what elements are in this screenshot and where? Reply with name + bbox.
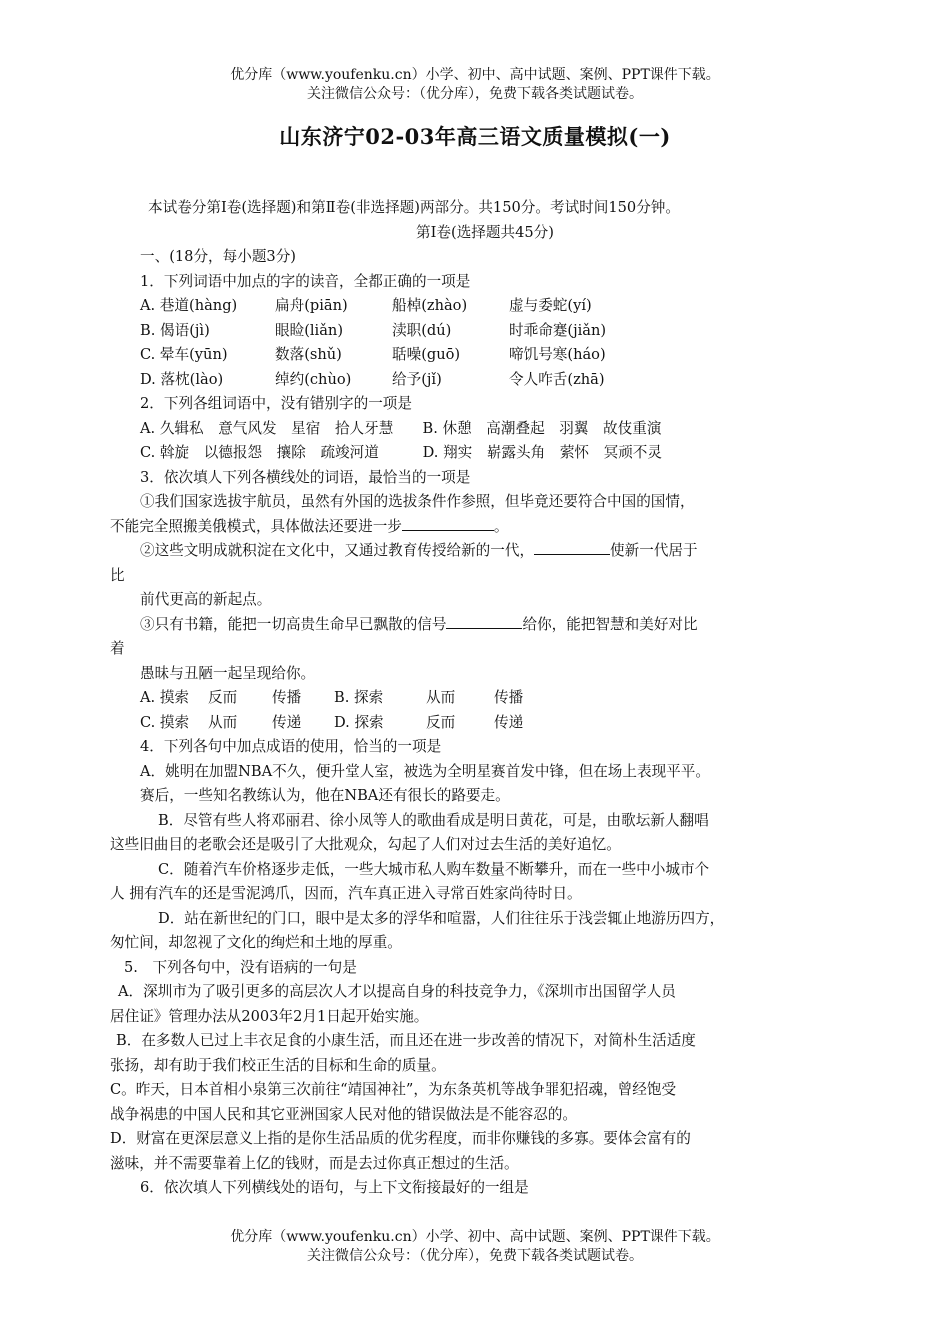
- q1-option-cell: 聒噪(guō): [392, 346, 461, 363]
- q3-option-cell: C. 摸索: [140, 713, 190, 731]
- q5-option-b: B．在多数人已过上丰衣足食的小康生活，而且还在进一步改善的情况下，对简朴生活适度: [116, 1032, 696, 1049]
- q1-option-cell: 虚与委蛇(yí): [509, 297, 592, 314]
- part-heading: 第Ⅰ卷(选择题共45分): [416, 223, 554, 241]
- page-footer: [0, 1228, 950, 1266]
- q3-sentence-3-wrap: 着: [110, 640, 125, 657]
- page-header: [0, 66, 950, 104]
- q3-option-cell: 传播: [272, 689, 302, 706]
- q5-option-a: A．深圳市为了吸引更多的高层次人才以提高自身的科技竞争力，《深圳市出国留学人员: [118, 983, 676, 1000]
- q3-sentence-text: ③只有书籍，能把一切高贵生命早已飘散的信号: [140, 615, 447, 633]
- q1-option-cell: 船棹(zhào): [392, 297, 468, 314]
- q5-stem: 5. 下列各句中，没有语病的一句是: [124, 958, 357, 976]
- q3-sentence-text: 使新一代居于: [610, 542, 698, 559]
- q3-option-cell: B. 探索: [334, 689, 384, 706]
- q5-option-a-cont: 居住证》管理办法从2003年2月1日起开始实施。: [110, 1007, 429, 1025]
- q1-option-cell: 啼饥号寒(háo): [509, 346, 606, 363]
- exam-body: [110, 196, 830, 1201]
- q1-option-cell: B. 偈语(jì): [140, 321, 210, 339]
- q3-option-cell: 传播: [494, 689, 524, 706]
- q6-stem: 6．依次填人下列横线处的语句，与上下文衔接最好的一组是: [140, 1179, 529, 1196]
- intro-text: 本试卷分第Ⅰ卷(选择题)和第Ⅱ卷(非选择题)两部分。共150分。考试时间150分钟。: [148, 199, 680, 216]
- q3-option-cell: A. 摸索: [140, 689, 190, 706]
- q3-option-cell: 传递: [494, 713, 524, 731]
- q1-option-row: [140, 343, 830, 368]
- q4-option-b: B．尽管有些人将邓丽君、徐小凤等人的歌曲看成是明日黄花，可是，由歌坛新人翻唱: [158, 811, 709, 829]
- q3-option-cell: 从而: [208, 713, 238, 731]
- q3-option-row: [140, 686, 830, 711]
- q3-sentence-text: 。: [493, 517, 509, 535]
- q4-option-d-cont: 匆忙间，却忽视了文化的绚烂和土地的厚重。: [110, 934, 402, 951]
- q4-option-d: D．站在新世纪的门口，眼中是太多的浮华和喧嚣，人们往往乐于浅尝辄止地游历四方，: [158, 909, 725, 927]
- section-heading: 一、(18分，每小题3分): [140, 248, 296, 265]
- q3-stem: 3．依次填人下列各横线处的词语，最恰当的一项是: [140, 468, 471, 486]
- q1-option-cell: 扁舟(piān): [275, 297, 348, 314]
- q4-option-a-cont: 赛后，一些知名教练认为，他在NBA还有很长的路要走。: [140, 787, 510, 804]
- q1-option-cell: D. 落枕(lào): [140, 370, 224, 388]
- q3-sentence-3-cont: 愚昧与丑陋一起呈现给你。: [140, 664, 316, 682]
- q4-option-c-cont: 人 拥有汽车的还是雪泥鸿爪，因而，汽车真正进入寻常百姓家尚待时日。: [110, 885, 582, 902]
- q1-option-cell: 眼睑(liǎn): [275, 321, 344, 339]
- q3-sentence-text: ②这些文明成就积淀在文化中，又通过教育传授给新的一代，: [140, 542, 535, 559]
- q3-option-row: [140, 711, 830, 736]
- fill-blank: [402, 515, 494, 531]
- q1-option-cell: 数落(shǔ): [275, 346, 342, 363]
- footer-line-2: 关注微信公众号：（优分库），免费下载各类试题试卷。: [307, 1248, 643, 1264]
- q5-option-c: C。昨天，日本首相小泉第三次前往“靖国神社”，为东条英机等战争罪犯招魂，曾经饱受: [110, 1081, 677, 1098]
- q3-sentence-1-cont: [110, 515, 830, 540]
- q3-sentence-text: 给你，能把智慧和美好对比: [522, 615, 698, 633]
- q3-sentence-2: [140, 539, 830, 564]
- q4-stem: 4．下列各句中加点成语的使用，恰当的一项是: [140, 738, 442, 755]
- q5-option-c-cont: 战争祸患的中国人民和其它亚洲国家人民对他的错误做法是不能容忍的。: [110, 1105, 578, 1123]
- q3-sentence-3: [140, 613, 830, 638]
- q1-option-cell: 给予(jǐ): [392, 370, 442, 388]
- q3-sentence-1: ①我们国家选拔宇航员，虽然有外国的选拔条件作参照，但毕竟还要符合中国的国情，: [140, 493, 695, 510]
- q5-option-b-cont: 张扬，却有助于我们校正生活的目标和生命的质量。: [110, 1056, 446, 1074]
- q1-stem: 1．下列词语中加点的字的读音，全都正确的一项是: [140, 272, 471, 290]
- q3-option-cell: 传递: [272, 713, 302, 731]
- q1-option-cell: A. 巷道(hàng): [140, 297, 238, 314]
- q1-option-cell: C. 晕车(yūn): [140, 346, 228, 363]
- header-line-2: 关注微信公众号：（优分库），免费下载各类试题试卷。: [307, 86, 643, 102]
- q3-sentence-2-cont: 前代更高的新起点。: [140, 591, 272, 608]
- fill-blank: [534, 539, 610, 555]
- fill-blank: [446, 613, 522, 629]
- q1-option-cell: 令人咋舌(zhā): [509, 370, 605, 388]
- q3-sentence-text: 不能完全照搬美俄模式，具体做法还要进一步: [110, 517, 402, 535]
- q1-option-row: [140, 319, 830, 344]
- page-title: 山东济宁02-03年高三语文质量模拟(一): [279, 124, 671, 149]
- q4-option-c: C．随着汽车价格逐步走低，一些大城市私人购车数量不断攀升，而在一些中小城市个: [158, 860, 710, 878]
- q2-stem: 2．下列各组词语中，没有错别字的一项是: [140, 395, 412, 412]
- q5-option-d-cont: 滋味，并不需要靠着上亿的钱财，而是去过你真正想过的生活。: [110, 1154, 519, 1172]
- q1-option-row: [140, 294, 830, 319]
- q1-option-cell: 绰约(chùo): [275, 370, 352, 388]
- q5-option-d: D．财富在更深层意义上指的是你生活品质的优劣程度，而非你赚钱的多寡。要体会富有的: [110, 1130, 691, 1147]
- q3-sentence-2-wrap: 比: [110, 566, 125, 584]
- q2-options-line: A. 久辑私 意气风发 星宿 拾人牙慧 B. 休憩 高潮叠起 羽翼 故伎重演: [140, 419, 662, 437]
- q2-options-line: C. 斡旋 以德报怨 攘除 疏竣河道 D. 翔实 崭露头角 萦怀 冥顽不灵: [140, 444, 662, 461]
- header-line-1: 优分库（www.youfenku.cn）小学、初中、高中试题、案例、PPT课件下载。: [230, 67, 720, 83]
- q1-option-row: [140, 368, 830, 393]
- q3-option-cell: 反而: [426, 713, 456, 731]
- q3-option-cell: 反而: [208, 689, 238, 706]
- q3-option-cell: 从而: [426, 689, 456, 706]
- q3-option-cell: D. 探索: [334, 713, 384, 731]
- footer-line-1: 优分库（www.youfenku.cn）小学、初中、高中试题、案例、PPT课件下载。: [230, 1229, 720, 1245]
- q4-option-a: A．姚明在加盟NBA不久，便升堂人室，被选为全明星赛首发中锋，但在场上表现平平。: [140, 762, 710, 780]
- q1-option-cell: 渎职(dú): [392, 321, 452, 339]
- q4-option-b-cont: 这些旧曲目的老歌会还是吸引了大批观众，勾起了人们对过去生活的美好追忆。: [110, 836, 621, 853]
- q1-option-cell: 时乖命蹇(jiǎn): [509, 321, 607, 339]
